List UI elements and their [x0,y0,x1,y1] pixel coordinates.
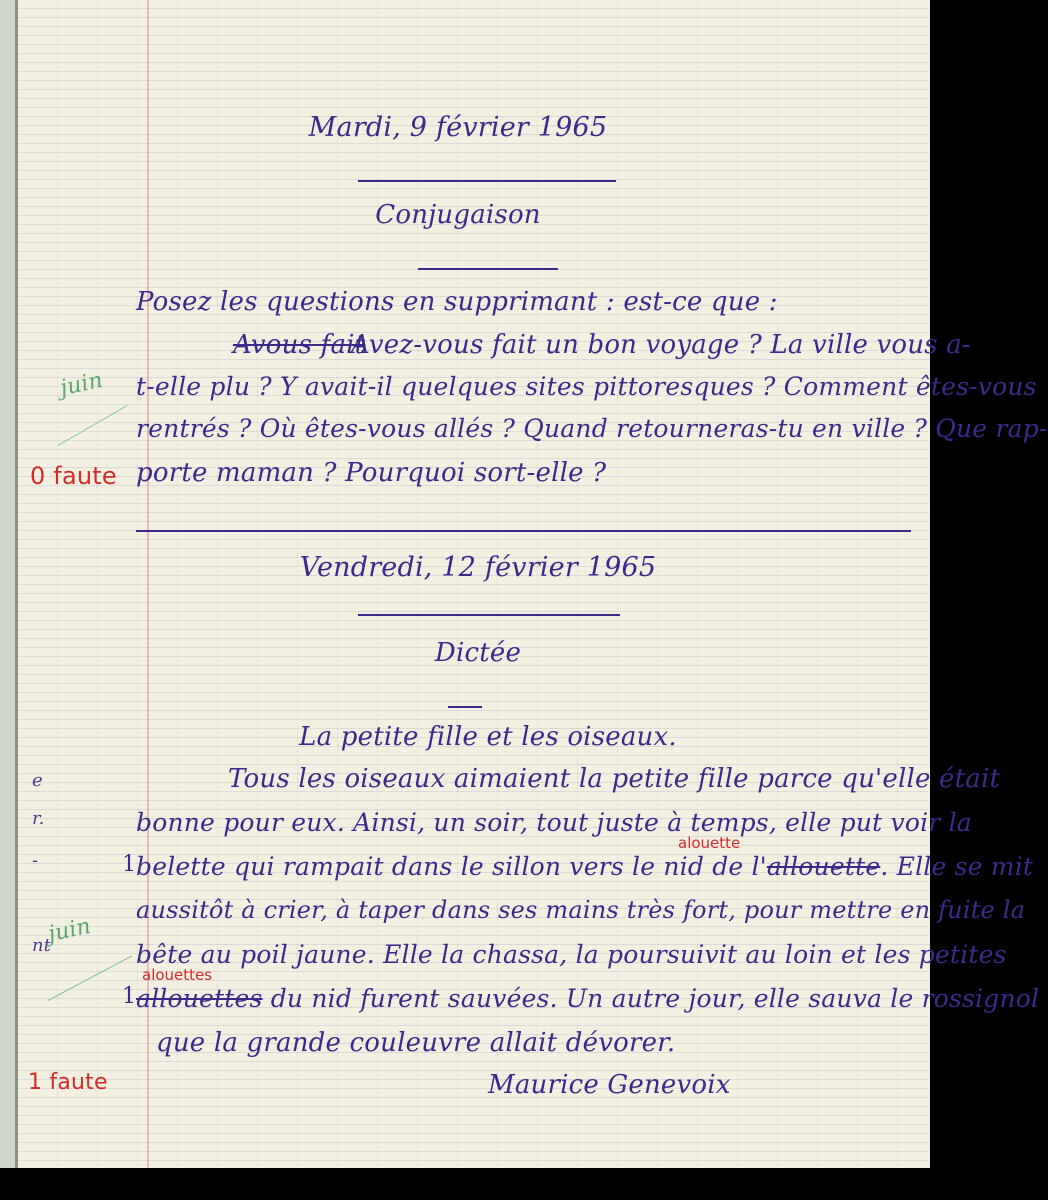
dictation-title: La petite fille et les oiseaux. [299,722,677,752]
entry2-date: Vendredi, 12 février 1965 [299,552,657,583]
section-divider [136,530,911,532]
notebook-page [18,0,1048,1168]
date-underline [358,180,616,182]
dictation-line-with-correction [136,984,1039,1013]
entry1-line: t-elle plu ? Y avait-il quelques sites pittoresques ? Comment êtes-vous [136,372,1037,401]
date-underline [358,614,620,616]
dictation-line: Tous les oiseaux aimaient la petite fille parce qu'elle était [228,764,1001,794]
teacher-correction: alouettes [142,966,213,984]
facing-page-fragment: r. [32,808,45,829]
dictation-line-with-correction: belette qui rampait dans le sillon vers le nid de l'allouette. Elle se mit [136,852,1034,881]
entry1-subject: Conjugaison [375,200,541,230]
entry1-line: porte maman ? Pourquoi sort-elle ? [136,458,607,488]
dictation-line: que la grande couleuvre allait dévorer. [156,1028,676,1058]
teacher-correction: alouette [678,834,741,852]
dictation-line: bête au poil jaune. Elle la chassa, la poursuivit au loin et les petites [136,940,1007,969]
signature-author: Maurice Genevoix [488,1070,731,1100]
entry1-line: Avez-vous fait un bon voyage ? La ville vous a- [351,330,971,360]
entry1-struck-text: Avous fait [233,330,366,360]
subject-underline [418,268,558,270]
dictation-line: aussitôt à crier, à taper dans ses mains très fort, pour mettre en fuite la [136,896,1026,924]
margin-tally: 1 [122,852,137,877]
teacher-note-1: juin [57,367,106,402]
entry1-instruction: Posez les questions en supprimant : est-ce que : [136,287,778,317]
entry1-grade: 0 faute [30,462,117,490]
dictation-line: bonne pour eux. Ainsi, un soir, tout juste à temps, elle put voir la [136,808,972,837]
teacher-tick-line [48,955,132,1000]
misspelled-word: allouette [766,852,881,881]
entry1-date: Mardi, 9 février 1965 [308,112,608,143]
entry1-line: rentrés ? Où êtes-vous allés ? Quand retourneras-tu en ville ? Que rap- [136,414,1048,443]
facing-page-fragment: nt [32,935,51,956]
facing-page-fragment: e [32,770,43,791]
entry2-grade: 1 faute [28,1070,108,1095]
dictation-text: du nid furent sauvées. Un autre jour, elle sauva le rossignol [270,984,1040,1013]
margin-tally: 1 [122,984,137,1009]
subject-underline [448,706,482,708]
teacher-tick-line [58,405,128,446]
facing-page-fragment: - [32,850,39,871]
dictation-text: Elle se mit [896,852,1034,881]
teacher-note-2: juin [45,913,94,948]
notebook-binding-edge [0,0,18,1168]
dictation-text: belette qui rampait dans le sillon vers le nid de l' [136,852,767,881]
misspelled-word: allouettes [136,984,263,1013]
entry2-subject: Dictée [434,638,522,668]
